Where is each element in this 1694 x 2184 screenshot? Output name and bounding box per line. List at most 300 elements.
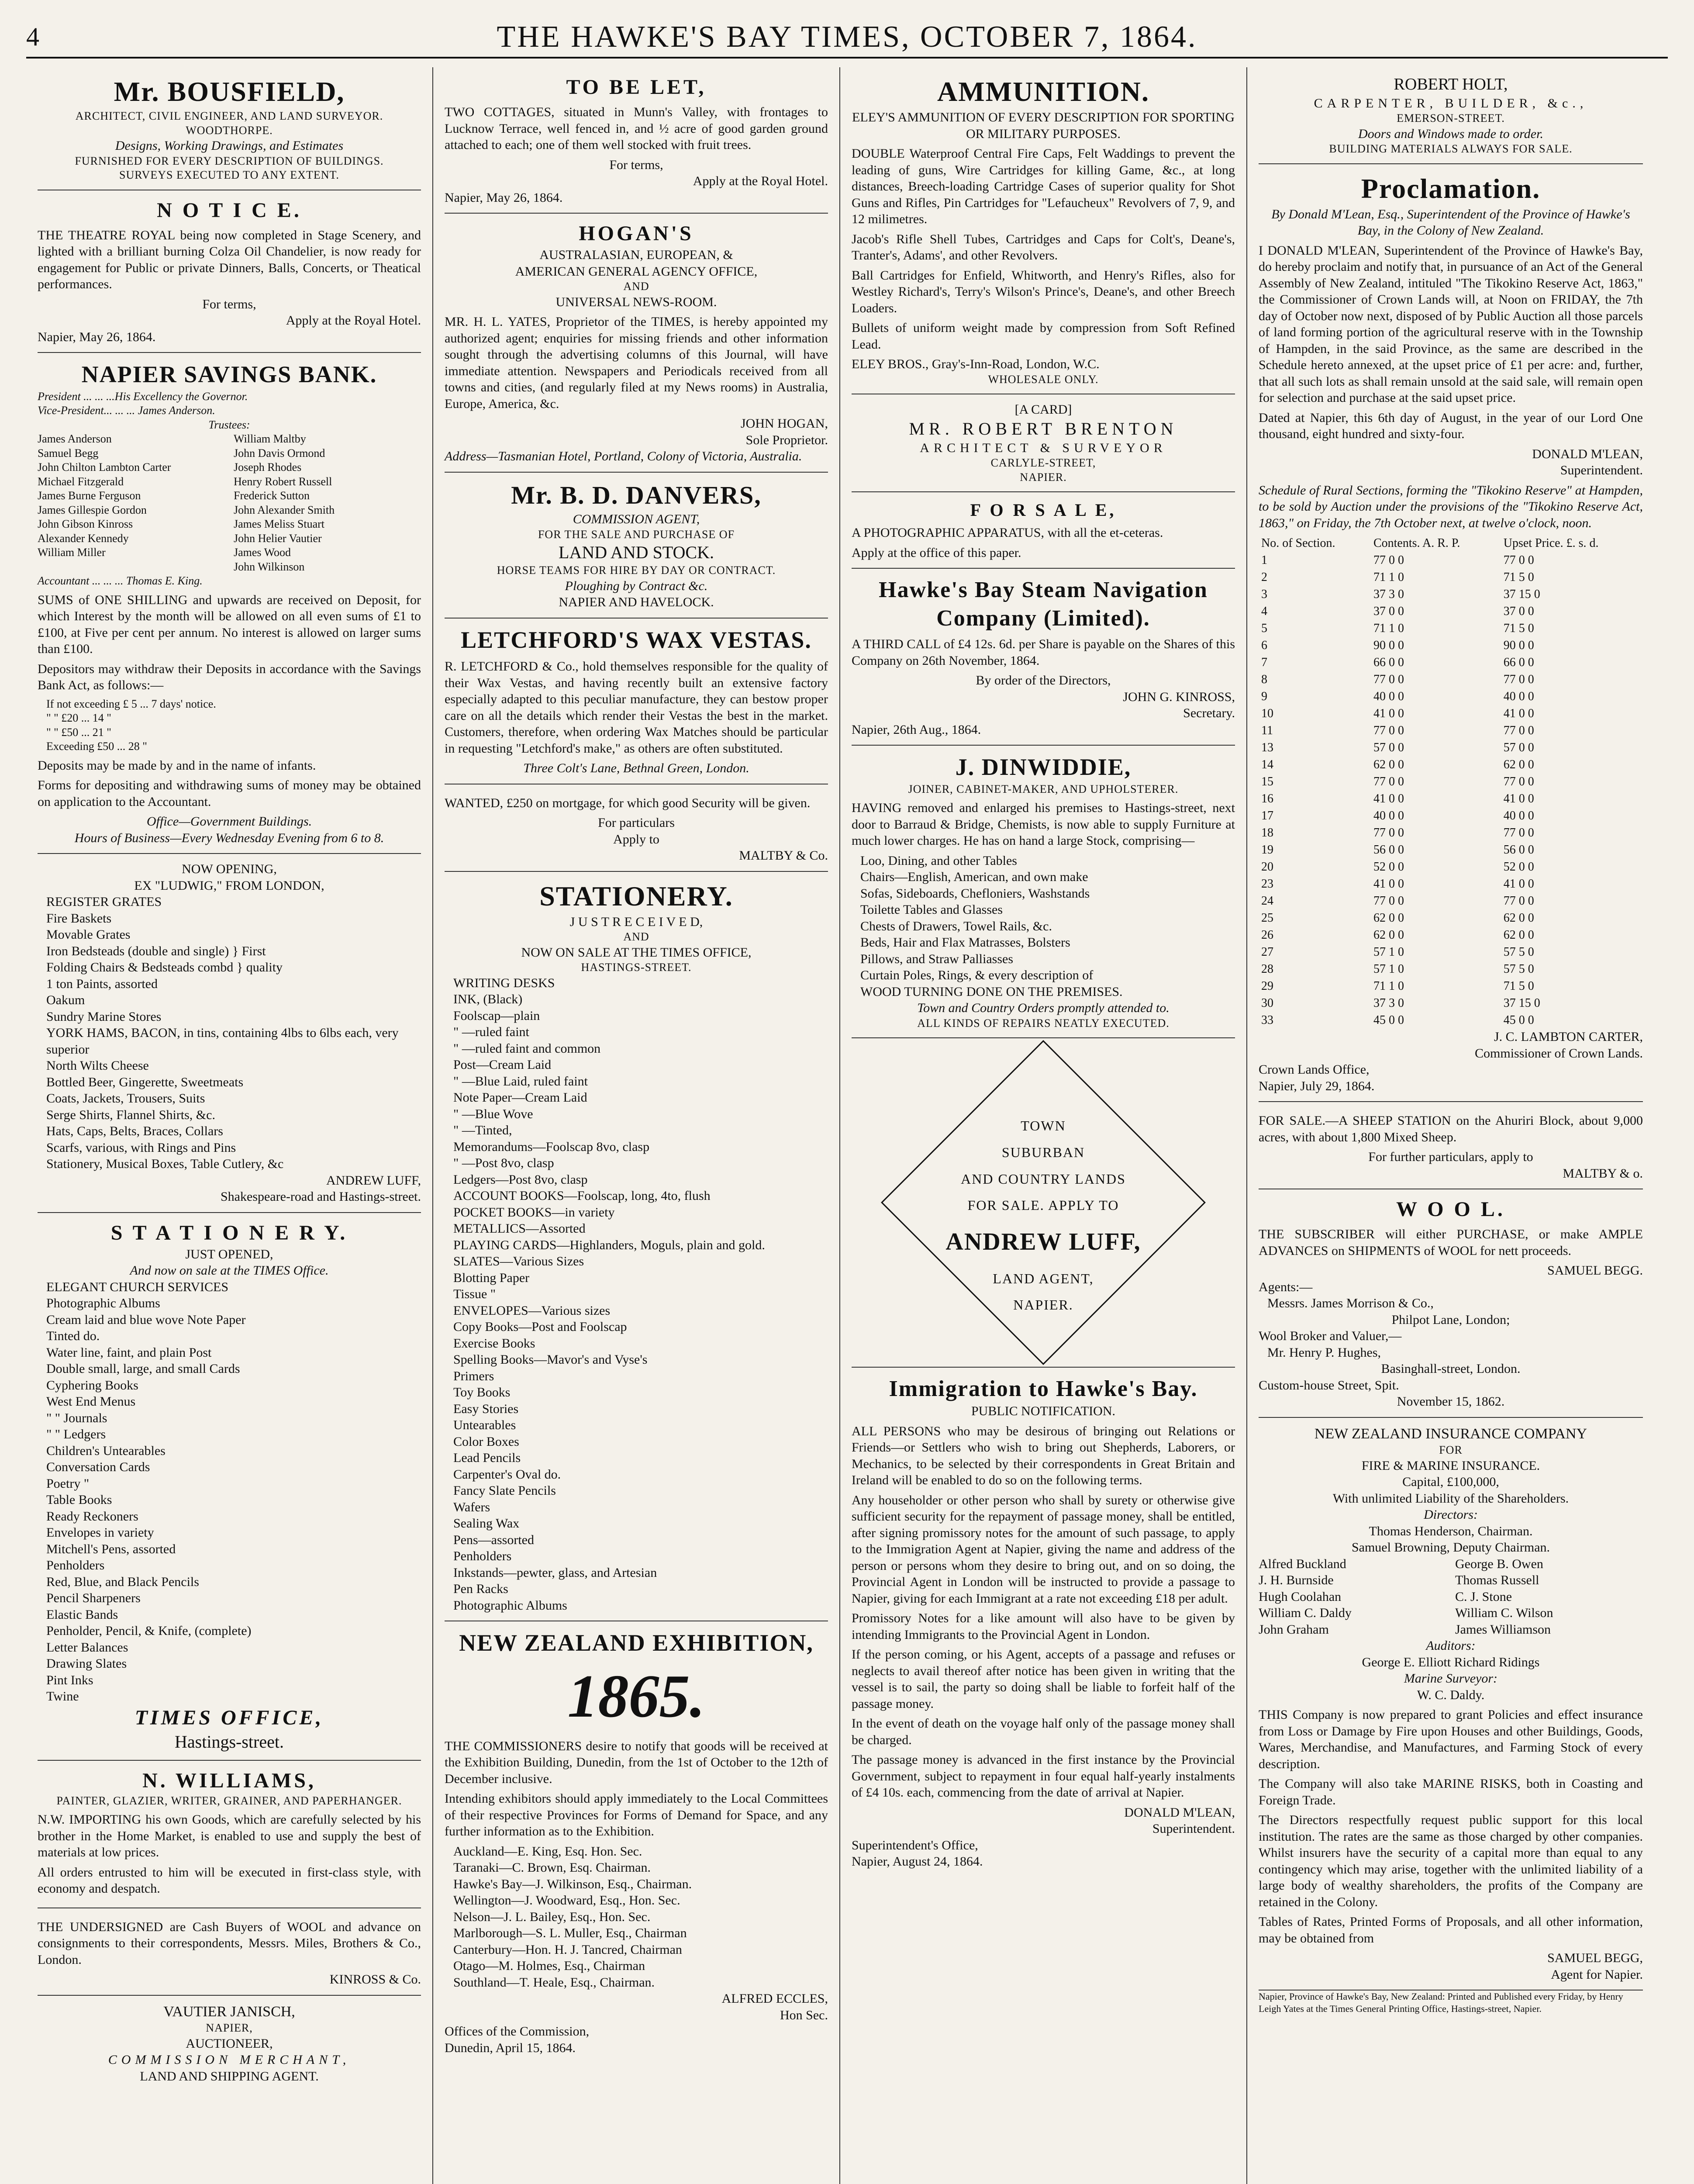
ad-danvers bbox=[445, 473, 828, 619]
table-row bbox=[1259, 909, 1643, 926]
diamond-line: LAND AGENT, bbox=[993, 1270, 1094, 1286]
list-item: WOOD TURNING DONE ON THE PREMISES. bbox=[860, 984, 1123, 999]
trustee-list bbox=[38, 432, 421, 574]
ad-text: Vice-President... ... ... James Anderson. bbox=[38, 404, 215, 417]
list-item: Note Paper—Cream Laid bbox=[453, 1090, 587, 1105]
trustee-list-right bbox=[234, 432, 421, 574]
list-item: Red, Blue, and Black Pencils bbox=[46, 1574, 199, 1589]
table-cell: 77 0 0 bbox=[1503, 673, 1534, 686]
table-cell: 57 1 0 bbox=[1373, 962, 1404, 976]
ad-text: Superintendent. bbox=[1152, 1821, 1235, 1836]
ad-text: Basinghall-street, London. bbox=[1381, 1362, 1521, 1376]
ad-body: In the event of death on the voyage half only of the passage money shall be charged. bbox=[852, 1716, 1235, 1747]
list-item: Untearables bbox=[453, 1418, 516, 1432]
director-name: Hugh Coolahan bbox=[1259, 1589, 1342, 1604]
ad-body: ALL PERSONS who may be desirous of bringing out Relations or Friends—or Settlers who wish to bring out Shepherds, Laborers, or Mechanics, to be selected by their correspondents in Great Britain and Ireland will be enabled to do so on the following terms. bbox=[852, 1424, 1235, 1487]
table-cell: 9 bbox=[1261, 690, 1267, 703]
ad-text: Offices of the Commission, bbox=[445, 2024, 590, 2039]
list-item: ENVELOPES—Various sizes bbox=[453, 1303, 611, 1318]
table-row bbox=[1259, 705, 1643, 722]
ad-hogan bbox=[445, 214, 828, 473]
diamond-text bbox=[852, 1113, 1235, 1318]
table-cell: 20 bbox=[1261, 860, 1273, 874]
ad-heading: Immigration to Hawke's Bay. bbox=[889, 1376, 1198, 1401]
ad-text: Shakespeare-road and Hastings-street. bbox=[221, 1189, 421, 1204]
table-row bbox=[1259, 671, 1643, 688]
table-cell: 62 0 0 bbox=[1373, 928, 1404, 942]
table-cell: 40 0 0 bbox=[1503, 690, 1534, 703]
trustee-name: John Wilkinson bbox=[234, 560, 305, 573]
ad-text: Superintendent. bbox=[1560, 463, 1643, 477]
table-row bbox=[1259, 807, 1643, 824]
ad-text: George E. Elliott Richard Ridings bbox=[1362, 1655, 1540, 1669]
table-cell: 77 0 0 bbox=[1503, 894, 1534, 908]
list-item: Scarfs, various, with Rings and Pins bbox=[46, 1140, 236, 1155]
ad-text: Capital, £100,000, bbox=[1402, 1475, 1499, 1489]
ad-exhibition bbox=[445, 1621, 828, 2063]
ad-date: Napier, July 29, 1864. bbox=[1259, 1078, 1375, 1093]
ad-text: [A CARD] bbox=[1014, 402, 1072, 417]
ad-body: If the person coming, or his Agent, accepts of a passage and refuses or neglects to avail thereof after notice has been given in writing that the vessel is to sail, the party so doing shall be liable to forfeit half of the passage money. bbox=[852, 1647, 1235, 1711]
list-item: " —ruled faint and common bbox=[453, 1041, 601, 1056]
table-cell: 30 bbox=[1261, 996, 1273, 1010]
ad-ammunition bbox=[852, 67, 1235, 394]
ad-heading: MR. ROBERT BRENTON bbox=[909, 418, 1178, 439]
table-cell: 23 bbox=[1261, 877, 1273, 891]
table-cell: 71 5 0 bbox=[1503, 570, 1534, 584]
ad-text: FURNISHED FOR EVERY DESCRIPTION OF BUILDINGS. bbox=[75, 154, 384, 167]
diamond-line: ANDREW LUFF, bbox=[945, 1228, 1141, 1256]
ad-steam-navigation bbox=[852, 569, 1235, 746]
table-cell: 25 bbox=[1261, 911, 1273, 925]
table-row bbox=[1259, 841, 1643, 858]
table-cell: 3 bbox=[1261, 587, 1267, 601]
director-name: William C. Wilson bbox=[1455, 1606, 1553, 1620]
table-row bbox=[1259, 569, 1643, 586]
table-row bbox=[1259, 858, 1643, 875]
table-header-row bbox=[1259, 535, 1643, 552]
table-cell: 17 bbox=[1261, 809, 1273, 822]
list-item: Exercise Books bbox=[453, 1336, 535, 1351]
list-item: Loo, Dining, and other Tables bbox=[860, 853, 1017, 868]
list-item: Fire Baskets bbox=[46, 911, 112, 926]
list-item: " —Tinted, bbox=[453, 1123, 512, 1137]
ad-body: Intending exhibitors should apply immediately to the Local Committees of their respective Provinces for Forms of Demand for Space, and any further information as to the Exhibition. bbox=[445, 1791, 828, 1838]
ad-vautier bbox=[38, 1996, 421, 2092]
ad-text: CARLYLE-STREET, bbox=[990, 456, 1096, 469]
item-list bbox=[445, 975, 828, 1614]
ad-text: Samuel Browning, Deputy Chairman. bbox=[1351, 1540, 1550, 1555]
list-item: Pencil Sharpeners bbox=[46, 1591, 141, 1605]
ad-text: WHOLESALE ONLY. bbox=[988, 373, 1099, 386]
deposit-rule: Exceeding £50 ... 28 " bbox=[46, 740, 147, 753]
table-row bbox=[1259, 943, 1643, 961]
ad-text: NAPIER. bbox=[1020, 470, 1067, 484]
list-item: Tinted do. bbox=[46, 1329, 100, 1343]
ad-heading: J. DINWIDDIE, bbox=[955, 754, 1132, 780]
ad-notice-theatre bbox=[38, 190, 421, 353]
table-cell: 40 0 0 bbox=[1373, 809, 1404, 822]
list-item: Pens—assorted bbox=[453, 1532, 534, 1547]
director-name: George B. Owen bbox=[1455, 1556, 1543, 1571]
ad-text: Apply at the Royal Hotel. bbox=[693, 174, 828, 188]
table-cell: 66 0 0 bbox=[1503, 656, 1534, 669]
trustee-name: William Maltby bbox=[234, 432, 306, 445]
table-cell: 37 0 0 bbox=[1373, 605, 1404, 618]
ad-signature: SAMUEL BEGG. bbox=[1547, 1263, 1643, 1278]
table-row bbox=[1259, 654, 1643, 671]
table-row bbox=[1259, 995, 1643, 1012]
ad-signature: J. C. LAMBTON CARTER, bbox=[1494, 1030, 1643, 1044]
ad-body: HAVING removed and enlarged his premises to Hastings-street, next door to Barraud & Bridge, Chemists, is now able to supply Furniture at much lower charges. He has on hand a large Stock, comprising— bbox=[852, 801, 1235, 848]
ad-holt bbox=[1259, 67, 1643, 164]
table-cell: 62 0 0 bbox=[1373, 911, 1404, 925]
list-item: Chairs—English, American, and own make bbox=[860, 870, 1088, 884]
ad-body: Tables of Rates, Printed Forms of Proposals, and all other information, may be obtained from bbox=[1259, 1914, 1643, 1946]
list-item: Movable Grates bbox=[46, 927, 131, 942]
ad-body: Forms for depositing and withdrawing sums of money may be obtained on application to the Accountant. bbox=[38, 778, 421, 809]
ad-text: ARCHITECT & SURVEYOR bbox=[920, 440, 1167, 455]
ad-date: Dunedin, April 15, 1864. bbox=[445, 2040, 576, 2055]
director-name: James Williamson bbox=[1455, 1622, 1551, 1637]
ad-text: HORSE TEAMS FOR HIRE BY DAY OR CONTRACT. bbox=[497, 564, 776, 577]
ad-body: Bullets of uniform weight made by compression from Soft Refined Lead. bbox=[852, 321, 1235, 352]
ad-date: Napier, 26th Aug., 1864. bbox=[852, 722, 981, 737]
list-item: Wafers bbox=[453, 1500, 490, 1514]
ad-body: The Company will also take MARINE RISKS, both in Coasting and Foreign Trade. bbox=[1259, 1776, 1643, 1807]
list-item: PLAYING CARDS—Highlanders, Moguls, plain and gold. bbox=[453, 1237, 765, 1252]
ad-heading: AMMUNITION. bbox=[937, 76, 1149, 107]
masthead-title: THE HAWKE'S BAY TIMES, OCTOBER 7, 1864. bbox=[497, 20, 1197, 54]
ad-text: BUILDING MATERIALS ALWAYS FOR SALE. bbox=[1329, 142, 1573, 155]
ad-body: THE COMMISSIONERS desire to notify that goods will be received at the Exhibition Building, Dunedin, from the 1st of October to the 12th of December inclusive. bbox=[445, 1738, 828, 1786]
list-item: Color Boxes bbox=[453, 1434, 519, 1449]
ad-body: Promissory Notes for a like amount will also have to be given by intending Immigrants to the Provincial Agent in London. bbox=[852, 1611, 1235, 1642]
table-cell: 66 0 0 bbox=[1373, 656, 1404, 669]
ad-text: FOR THE SALE AND PURCHASE OF bbox=[538, 528, 735, 541]
ad-heading: W O O L. bbox=[1396, 1198, 1505, 1221]
table-cell: 62 0 0 bbox=[1503, 911, 1534, 925]
table-cell: 15 bbox=[1261, 775, 1273, 788]
ad-body: R. LETCHFORD & Co., hold themselves responsible for the quality of their Wax Vestas, and having recently built an extensive factory especially adapted to this peculiar manufacture, they can bestow proper care on all the details which render their Vestas the best in the market. Customers, therefore, when ordering Wax Matches should be particular in requesting "Letchford's make," as others are often substituted. bbox=[445, 659, 828, 756]
list-item: Drawing Slates bbox=[46, 1656, 127, 1671]
ad-body: SUMS of ONE SHILLING and upwards are received on Deposit, for which Interest by the month will be allowed on all even sums of £1 to £100, at Five per cent per annum. No interest is allowed on larger sums than £100. bbox=[38, 592, 421, 656]
director-name: Thomas Russell bbox=[1455, 1573, 1539, 1587]
ad-body: The passage money is advanced in the first instance by the Provincial Government, subject to repayment in four equal half-yearly instalments of £4 10s. each, commencing from the date of arrival at Napier. bbox=[852, 1752, 1235, 1800]
table-cell: 57 1 0 bbox=[1373, 945, 1404, 959]
list-item: West End Menus bbox=[46, 1394, 136, 1409]
table-row bbox=[1259, 739, 1643, 756]
table-cell: 2 bbox=[1261, 570, 1267, 584]
ad-text: Auditors: bbox=[1426, 1638, 1476, 1653]
ad-text: W. C. Daldy. bbox=[1417, 1687, 1485, 1702]
ad-text: Accountant ... ... ... Thomas E. King. bbox=[38, 574, 203, 587]
committee-item: Nelson—J. L. Bailey, Esq., Hon. Sec. bbox=[453, 1909, 651, 1924]
list-item: Poetry " bbox=[46, 1476, 90, 1491]
list-item: Iron Bedsteads (double and single) } First bbox=[46, 943, 266, 958]
trustee-name: Henry Robert Russell bbox=[234, 475, 332, 488]
deposit-rule: " " £20 ... 14 " bbox=[46, 712, 111, 724]
ad-text: Apply to bbox=[613, 832, 659, 847]
ad-body: WANTED, £250 on mortgage, for which good Security will be given. bbox=[445, 795, 811, 810]
ad-ludwig bbox=[38, 854, 421, 1213]
list-item: Blotting Paper bbox=[453, 1270, 530, 1285]
list-item: YORK HAMS, BACON, in tins, containing 4lbs to 6lbs each, very superior bbox=[46, 1026, 399, 1057]
ad-body: Ball Cartridges for Enfield, Whitworth, and Henry's Rifles, also for Westley Richard's, Terry's Wilson's Prince's, Deane's, and other Breech Loaders. bbox=[852, 268, 1235, 315]
ad-subheading: ELEY'S AMMUNITION OF EVERY DESCRIPTION FOR SPORTING OR MILITARY PURPOSES. bbox=[852, 110, 1235, 141]
table-cell: 57 5 0 bbox=[1503, 962, 1534, 976]
column-3 bbox=[840, 67, 1247, 2184]
table-cell: 27 bbox=[1261, 945, 1273, 959]
ad-heading: NEW ZEALAND EXHIBITION, bbox=[459, 1630, 814, 1656]
table-cell: 37 3 0 bbox=[1373, 587, 1404, 601]
table-cell: 16 bbox=[1261, 792, 1273, 805]
list-item: Pen Racks bbox=[453, 1582, 508, 1596]
table-cell: 52 0 0 bbox=[1373, 860, 1404, 874]
column-4 bbox=[1247, 67, 1654, 2184]
ad-insurance bbox=[1259, 1418, 1643, 1991]
table-cell: 62 0 0 bbox=[1503, 928, 1534, 942]
committee-item: Hawke's Bay—J. Wilkinson, Esq., Chairman. bbox=[453, 1876, 692, 1891]
trustee-name: Frederick Sutton bbox=[234, 489, 310, 502]
table-row bbox=[1259, 722, 1643, 739]
ad-heading: ROBERT HOLT, bbox=[1394, 75, 1508, 93]
ad-body: DOUBLE Waterproof Central Fire Caps, Felt Waddings to prevent the leading of guns, Wire Cartridges for killing Game, &c., at long distances, Breech-loading Cartridge Cases of superior quality for Shot Guns and Rifles, Pin Cartridges for "Lefaucheux" Revolvers of 7, 9, and 12 milimetres. bbox=[852, 146, 1235, 226]
ad-text: Sole Proprietor. bbox=[745, 432, 828, 447]
ad-body: MR. H. L. YATES, Proprietor of the TIMES, is hereby appointed my authorized agent; enquiries for missing friends and other information sought through the advertising columns of this Journal, will have immediate attention. Newspapers and Periodicals received from all towns and cities, (and regularly filed at my News rooms) in Australia, Europe, America, &c. bbox=[445, 314, 828, 411]
trustee-name: John Chilton Lambton Carter bbox=[38, 461, 171, 473]
director-name: J. H. Burnside bbox=[1259, 1573, 1334, 1587]
ad-body: I DONALD M'LEAN, Superintendent of the Province of Hawke's Bay, do hereby proclaim and notify that, in pursuance of an Act of the General Assembly of New Zealand, intituled "The Tikokino Reserve Act, 1863," the Commissioner of Crown Lands will, at Noon on FRIDAY, the 7th day of October now next, disposed of by Public Auction all those parcels of land forming portion of the agricultural reserve with in the Township of Hampden, in the said Province, as the same are described in the Schedule hereto annexed, at the upset price of £1 per acre: and, further, that all such lots as shall remain unsold at the said sale, will remain open for selection and purchase at the said upset price. bbox=[1259, 243, 1643, 405]
ad-body: Depositors may withdraw their Deposits in accordance with the Savings Bank Act, as follows:— bbox=[38, 661, 421, 692]
ad-immigration bbox=[852, 1368, 1235, 1877]
ad-land-diamond bbox=[852, 1038, 1235, 1368]
list-item: Coats, Jackets, Trousers, Suits bbox=[46, 1091, 205, 1106]
table-cell: 41 0 0 bbox=[1373, 792, 1404, 805]
table-row bbox=[1259, 756, 1643, 773]
table-cell: 33 bbox=[1261, 1013, 1273, 1027]
list-item: 1 ton Paints, assorted bbox=[46, 976, 158, 991]
ad-text: Superintendent's Office, bbox=[852, 1838, 978, 1852]
ad-heading: N. WILLIAMS, bbox=[142, 1769, 316, 1792]
ad-signature: SAMUEL BEGG, bbox=[1547, 1951, 1643, 1965]
table-cell: 90 0 0 bbox=[1503, 639, 1534, 652]
ad-to-let bbox=[445, 67, 828, 214]
ad-date: November 15, 1862. bbox=[1397, 1394, 1505, 1409]
ad-text: Three Colt's Lane, Bethnal Green, London. bbox=[523, 761, 749, 775]
ad-text: AND bbox=[623, 930, 649, 943]
list-item: North Wilts Cheese bbox=[46, 1058, 149, 1073]
ad-text: Hon Sec. bbox=[780, 2008, 828, 2022]
table-cell: 45 0 0 bbox=[1373, 1013, 1404, 1027]
diamond-line: NAPIER. bbox=[1013, 1297, 1073, 1313]
deposit-rules bbox=[38, 697, 421, 754]
trustee-name: John Gibson Kinross bbox=[38, 518, 133, 530]
table-cell: 62 0 0 bbox=[1373, 758, 1404, 771]
list-item: REGISTER GRATES bbox=[46, 895, 162, 909]
list-item: Post—Cream Laid bbox=[453, 1057, 552, 1072]
table-row bbox=[1259, 824, 1643, 841]
table-cell: 56 0 0 bbox=[1503, 843, 1534, 857]
ad-text: President ... ... ...His Excellency the Governor. bbox=[38, 390, 248, 403]
ad-signature: JOHN G. KINROSS, bbox=[1123, 689, 1235, 704]
ad-stationery-times bbox=[38, 1213, 421, 1761]
ad-letchford bbox=[445, 619, 828, 784]
table-cell: 40 0 0 bbox=[1373, 690, 1404, 703]
table-cell: 13 bbox=[1261, 741, 1273, 754]
ad-date: Napier, August 24, 1864. bbox=[852, 1854, 983, 1869]
list-item: METALLICS—Assorted bbox=[453, 1221, 586, 1236]
list-item: Ledgers—Post 8vo, clasp bbox=[453, 1172, 588, 1187]
table-cell: 26 bbox=[1261, 928, 1273, 942]
ad-subheading: PUBLIC NOTIFICATION. bbox=[971, 1404, 1115, 1418]
ad-signature: MALTBY & o. bbox=[1563, 1166, 1643, 1181]
list-item: Serge Shirts, Flannel Shirts, &c. bbox=[46, 1107, 215, 1122]
list-item: Oakum bbox=[46, 993, 85, 1007]
ad-text: By Donald M'Lean, Esq., Superintendent of the Province of Hawke's Bay, in the Colony of New Zealand. bbox=[1271, 207, 1630, 238]
item-list bbox=[852, 853, 1235, 1000]
ad-text: ELEY BROS., Gray's-Inn-Road, London, W.C. bbox=[852, 357, 1100, 371]
trustee-name: Joseph Rhodes bbox=[234, 461, 302, 473]
list-item: " " Journals bbox=[46, 1410, 107, 1425]
ad-text: Custom-house Street, Spit. bbox=[1259, 1378, 1399, 1393]
column-1 bbox=[26, 67, 433, 2184]
list-item: Pillows, and Straw Palliasses bbox=[860, 951, 1013, 966]
table-cell: 41 0 0 bbox=[1373, 707, 1404, 720]
table-cell: 14 bbox=[1261, 758, 1273, 771]
list-item: Children's Untearables bbox=[46, 1443, 166, 1458]
ad-body: THE THEATRE ROYAL being now completed in Stage Scenery, and lighted with a brilliant burning Colza Oil Chandelier, is now ready for engagement for Public or private Dinners, Balls, Concerts, or Theatical performances. bbox=[38, 228, 421, 291]
deposit-rule: If not exceeding £ 5 ... 7 days' notice. bbox=[46, 697, 216, 710]
list-item: Bottled Beer, Gingerette, Sweetmeats bbox=[46, 1075, 244, 1089]
table-cell: 62 0 0 bbox=[1503, 758, 1534, 771]
item-list bbox=[38, 1279, 421, 1705]
list-item: " —Blue Wove bbox=[453, 1106, 533, 1121]
table-row bbox=[1259, 892, 1643, 909]
list-item: INK, (Black) bbox=[453, 992, 523, 1006]
table-cell: 41 0 0 bbox=[1503, 792, 1534, 805]
ad-signature: ANDREW LUFF, bbox=[326, 1173, 421, 1188]
committee-list bbox=[445, 1843, 828, 1991]
list-item: POCKET BOOKS—in variety bbox=[453, 1205, 615, 1220]
diamond-line: FOR SALE. APPLY TO bbox=[967, 1197, 1119, 1213]
table-cell: 71 1 0 bbox=[1373, 622, 1404, 635]
ad-text: NAPIER AND HAVELOCK. bbox=[559, 595, 714, 609]
list-item: Conversation Cards bbox=[46, 1460, 150, 1474]
column-header: Upset Price. £. s. d. bbox=[1503, 536, 1599, 550]
page-number: 4 bbox=[26, 22, 39, 51]
ad-text: For particulars bbox=[598, 816, 675, 830]
table-row bbox=[1259, 586, 1643, 603]
ad-heading: F O R S A L E, bbox=[970, 500, 1117, 520]
list-item: Cyphering Books bbox=[46, 1378, 138, 1393]
list-item: " —Blue Laid, ruled faint bbox=[453, 1074, 588, 1089]
table-cell: 77 0 0 bbox=[1503, 775, 1534, 788]
table-cell: 77 0 0 bbox=[1503, 553, 1534, 567]
ad-text: Commissioner of Crown Lands. bbox=[1475, 1046, 1643, 1061]
list-item: Tissue " bbox=[453, 1287, 496, 1301]
table-cell: 10 bbox=[1261, 707, 1273, 720]
diamond-line: AND COUNTRY LANDS bbox=[961, 1171, 1126, 1187]
ad-body: Dated at Napier, this 6th day of August, in the year of our Lord One thousand, eight hundred and sixty-four. bbox=[1259, 410, 1643, 441]
ad-text: LAND AND STOCK. bbox=[559, 543, 714, 562]
ad-heading: TIMES OFFICE, bbox=[135, 1706, 324, 1729]
table-cell: 52 0 0 bbox=[1503, 860, 1534, 874]
list-item: Water line, faint, and plain Post bbox=[46, 1345, 212, 1360]
table-cell: 77 0 0 bbox=[1373, 826, 1404, 840]
committee-item: Wellington—J. Woodward, Esq., Hon. Sec. bbox=[453, 1893, 680, 1908]
list-item: Chests of Drawers, Towel Rails, &c. bbox=[860, 919, 1052, 933]
list-item: Elastic Bands bbox=[46, 1607, 118, 1622]
ad-text: ALL KINDS OF REPAIRS NEATLY EXECUTED. bbox=[917, 1016, 1170, 1030]
list-item: Curtain Poles, Rings, & every description of bbox=[860, 968, 1094, 982]
director-list bbox=[1259, 1556, 1643, 1638]
list-item: " —ruled faint bbox=[453, 1025, 529, 1039]
ad-text: Wool Broker and Valuer,— bbox=[1259, 1329, 1402, 1343]
list-item: Inkstands—pewter, glass, and Artesian bbox=[453, 1565, 657, 1580]
committee-item: Taranaki—C. Brown, Esq. Chairman. bbox=[453, 1860, 651, 1875]
list-item: Double small, large, and small Cards bbox=[46, 1362, 240, 1376]
table-cell: 71 5 0 bbox=[1503, 622, 1534, 635]
ad-text: FIRE & MARINE INSURANCE. bbox=[1361, 1458, 1540, 1473]
ad-text: Secretary. bbox=[1183, 706, 1235, 720]
ad-date: Napier, May 26, 1864. bbox=[38, 329, 156, 344]
table-row bbox=[1259, 773, 1643, 790]
list-item: Toy Books bbox=[453, 1385, 511, 1400]
table-cell: 19 bbox=[1261, 843, 1273, 857]
deposit-rule: " " £50 ... 21 " bbox=[46, 726, 111, 739]
ad-text: NOW OPENING, bbox=[182, 862, 277, 876]
ad-text: HASTINGS-STREET. bbox=[581, 961, 692, 974]
trustee-name: John Davis Ormond bbox=[234, 446, 325, 460]
ad-heading: LETCHFORD'S WAX VESTAS. bbox=[461, 626, 812, 653]
ad-text: Doors and Windows made to order. bbox=[1358, 126, 1543, 141]
ad-heading: S T A T I O N E R Y. bbox=[110, 1221, 348, 1244]
list-item: Photographic Albums bbox=[46, 1296, 160, 1310]
ad-wool bbox=[1259, 1189, 1643, 1418]
director-name: C. J. Stone bbox=[1455, 1589, 1512, 1604]
item-list bbox=[38, 894, 421, 1172]
ad-williams bbox=[38, 1761, 421, 1908]
ad-proclamation bbox=[1259, 164, 1643, 1102]
table-cell: 77 0 0 bbox=[1373, 775, 1404, 788]
ad-text: For terms, bbox=[609, 157, 663, 172]
ad-heading: Proclamation. bbox=[1361, 173, 1541, 204]
table-cell: 77 0 0 bbox=[1373, 673, 1404, 686]
trustee-name: James Anderson bbox=[38, 432, 112, 445]
ad-text: JUST OPENED, bbox=[185, 1247, 273, 1261]
committee-item: Southland—T. Heale, Esq., Chairman. bbox=[453, 1975, 655, 1990]
ad-text: By order of the Directors, bbox=[976, 673, 1111, 688]
table-cell: 37 15 0 bbox=[1503, 587, 1540, 601]
table-row bbox=[1259, 961, 1643, 978]
trustee-name: William Miller bbox=[38, 546, 106, 559]
diamond-line: SUBURBAN bbox=[1001, 1144, 1085, 1160]
ad-sheep-station bbox=[1259, 1102, 1643, 1189]
table-row bbox=[1259, 790, 1643, 807]
table-cell: 8 bbox=[1261, 673, 1267, 686]
ad-text: Marine Surveyor: bbox=[1404, 1671, 1498, 1686]
table-cell: 40 0 0 bbox=[1503, 809, 1534, 822]
ad-savings-bank bbox=[38, 353, 421, 854]
trustee-name: Michael Fitzgerald bbox=[38, 475, 124, 488]
ad-body: Schedule of Rural Sections, forming the "Tikokino Reserve" at Hampden, to be sold by Auction under the provisions of the "Tikokino Reserve Act, 1863," on Friday, the 7th October next, at twelve o'clock, noon. bbox=[1259, 483, 1643, 530]
ad-text: Philpot Lane, London; bbox=[1391, 1312, 1510, 1327]
table-row bbox=[1259, 926, 1643, 943]
ad-heading: HOGAN'S bbox=[579, 222, 694, 245]
table-cell: 1 bbox=[1261, 553, 1267, 567]
table-cell: 90 0 0 bbox=[1373, 639, 1404, 652]
